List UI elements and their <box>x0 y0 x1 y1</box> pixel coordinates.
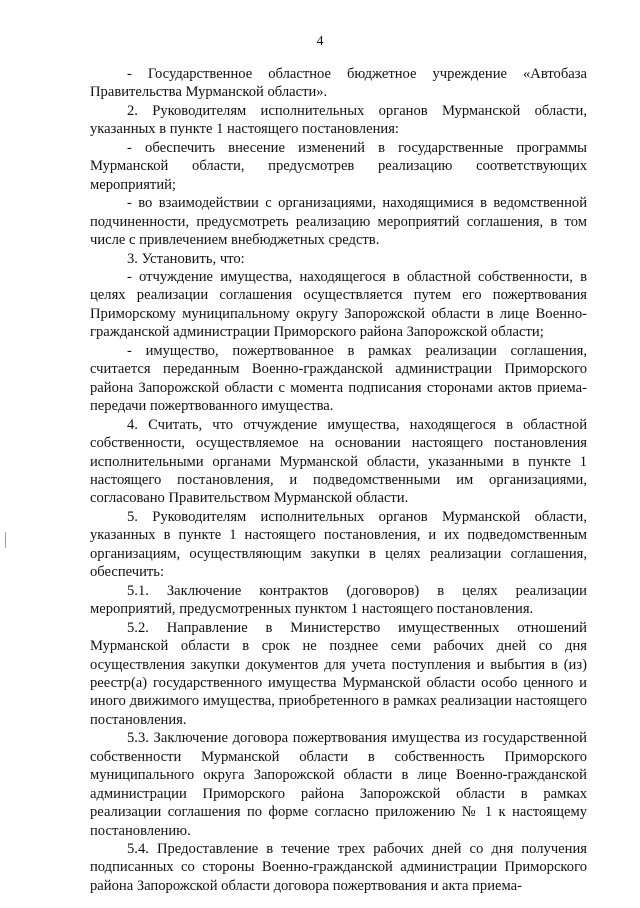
paragraph-4: 4. Считать, что отчуждение имущества, находящегося в областной собственности, осуществляемое на основании настоящего постановления исполнительными органами Мурманской области, указанными в пункте 1 настоящего постановления, и подведомственными им организациями, согласовано Правительством Мурманской области. <box>90 416 587 507</box>
document-body <box>90 65 587 895</box>
paragraph-5-3: 5.3. Заключение договора пожертвования имущества из государственной собственности Мурманской области в собственность Приморского муниципального округа Запорожской области в лице Военно-гражданской администрации Приморского района Запорожской области в рамках реализации соглашения по форме согласно приложению № 1 к настоящему постановлению. <box>90 730 587 839</box>
paragraph-2-heads: 2. Руководителям исполнительных органов Мурманской области, указанных в пункте 1 настоящего постановления: <box>90 102 587 138</box>
page-number: 4 <box>316 34 324 49</box>
paragraph-5-1: 5.1. Заключение контрактов (договоров) в целях реализации мероприятий, предусмотренных пунктом 1 настоящего постановления. <box>90 582 587 618</box>
scan-margin-mark <box>5 532 6 548</box>
paragraph-3-establish: 3. Установить, что: <box>127 250 245 267</box>
paragraph-5-2: 5.2. Направление в Министерство имущественных отношений Мурманской области в срок не позднее семи рабочих дней со дня осуществления закупки документов для учета поступления и выбытия в (из) реестр(а) государственного имущества Мурманской области особо ценного и иного движимого имущества, приобретенного в рамках реализации настоящего постановления. <box>90 619 587 728</box>
paragraph-5: 5. Руководителям исполнительных органов Мурманской области, указанных в пункте 1 настоящего постановления, и их подведомственным организациям, осуществляющим закупки в целях реализации соглашения, обеспечить: <box>90 508 587 581</box>
paragraph-autobaza-item: - Государственное областное бюджетное учреждение «Автобаза Правительства Мурманской области». <box>90 66 587 101</box>
paragraph-3-alienation: - отчуждение имущества, находящегося в областной собственности, в целях реализации соглашения осуществляется путем его пожертвования Приморскому муниципальному округу Запорожской области в лице Военно-гражданской администрации Приморского района Запорожской области; <box>90 268 587 341</box>
paragraph-2-cooperation: - во взаимодействии с организациями, находящимися в ведомственной подчиненности, предусмотреть реализацию мероприятий соглашения, в том числе с привлечением внебюджетных средств. <box>90 195 587 249</box>
paragraph-2-programs: - обеспечить внесение изменений в государственные программы Мурманской области, предусмотрев реализацию соответствующих мероприятий; <box>90 139 587 193</box>
paragraph-3-donated-property: - имущество, пожертвованное в рамках реализации соглашения, считается переданным Военно-гражданской администрации Приморского района Запорожской области с момента подписания сторонами актов приема-передачи пожертвованного имущества. <box>90 342 587 415</box>
paragraph-5-4: 5.4. Предоставление в течение трех рабочих дней со дня получения подписанных со стороны Военно-гражданской администрации Приморского района Запорожской области договора пожертвования и акта приема- <box>90 841 587 894</box>
